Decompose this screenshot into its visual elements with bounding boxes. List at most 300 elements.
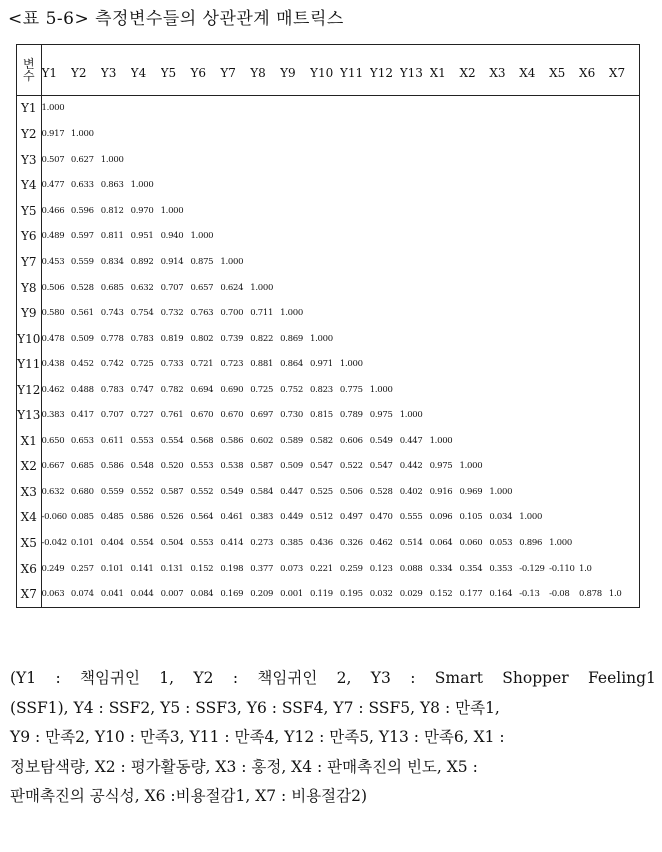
table-cell bbox=[430, 275, 460, 301]
table-row bbox=[17, 95, 639, 121]
table-cell: 0.627 bbox=[70, 154, 94, 165]
table-cell: -0.13 bbox=[519, 589, 540, 600]
table-cell bbox=[220, 121, 250, 147]
table-cell: 0.878 bbox=[579, 589, 602, 600]
table-cell bbox=[161, 173, 191, 199]
table-cell: 0.624 bbox=[220, 282, 244, 293]
table-cell bbox=[579, 402, 609, 428]
table-cell bbox=[459, 377, 489, 403]
table-cell: 0.334 bbox=[429, 563, 453, 574]
table-cell bbox=[609, 173, 639, 199]
table-cell bbox=[609, 530, 639, 556]
table-cell: 0.782 bbox=[160, 384, 184, 395]
table-row bbox=[17, 556, 639, 582]
table-cell bbox=[101, 121, 131, 147]
table-cell: 0.700 bbox=[220, 308, 244, 319]
table-cell bbox=[340, 198, 370, 224]
table-cell: 0.587 bbox=[250, 461, 274, 472]
table-cell: 0.783 bbox=[130, 333, 154, 344]
table-cell bbox=[459, 224, 489, 250]
table-cell bbox=[489, 326, 519, 352]
table-cell: 0.697 bbox=[250, 410, 274, 421]
table-cell bbox=[310, 300, 340, 326]
table-cell: 0.152 bbox=[429, 589, 453, 600]
table-cell: 0.084 bbox=[190, 589, 214, 600]
column-header: Y6 bbox=[190, 45, 220, 95]
table-row bbox=[17, 147, 639, 173]
table-cell: 1.000 bbox=[459, 461, 483, 472]
table-cell: 0.811 bbox=[100, 231, 124, 242]
legend-line-2: (SSF1), Y4 : SSF2, Y5 : SSF3, Y6 : SSF4, Y7 : SSF5, Y8 : 만족1, bbox=[10, 698, 500, 717]
table-cell: 0.273 bbox=[250, 537, 274, 548]
table-cell: 0.553 bbox=[130, 435, 154, 446]
table-cell bbox=[549, 326, 579, 352]
table-cell bbox=[609, 454, 639, 480]
table-cell: 1.000 bbox=[369, 384, 393, 395]
table-cell bbox=[579, 428, 609, 454]
table-cell bbox=[489, 173, 519, 199]
table-cell bbox=[549, 95, 579, 121]
table-cell bbox=[519, 377, 549, 403]
table-cell bbox=[489, 198, 519, 224]
table-cell: 0.257 bbox=[70, 563, 94, 574]
table-cell bbox=[609, 224, 639, 250]
table-cell: 0.653 bbox=[70, 435, 94, 446]
table-cell bbox=[579, 275, 609, 301]
legend-line-4: 정보탐색량, X2 : 평가활동량, X3 : 홍정, X4 : 판매촉진의 빈도, X5 : bbox=[10, 757, 478, 776]
table-cell bbox=[609, 428, 639, 454]
row-header: X2 bbox=[17, 454, 41, 480]
table-cell bbox=[579, 173, 609, 199]
table-cell: 0.449 bbox=[280, 512, 303, 523]
table-cell: 0.402 bbox=[399, 486, 423, 497]
table-cell bbox=[340, 326, 370, 352]
table-cell bbox=[459, 402, 489, 428]
table-row bbox=[17, 377, 639, 403]
table-cell: 0.733 bbox=[160, 359, 184, 370]
table-cell: 0.438 bbox=[41, 359, 65, 370]
table-cell: 0.514 bbox=[399, 537, 423, 548]
table-cell bbox=[220, 224, 250, 250]
table-row bbox=[17, 198, 639, 224]
table-cell bbox=[519, 198, 549, 224]
table-cell bbox=[400, 173, 430, 199]
row-header: Y13 bbox=[17, 402, 41, 428]
row-header: Y6 bbox=[17, 224, 41, 250]
table-cell bbox=[340, 300, 370, 326]
table-cell: 0.775 bbox=[339, 384, 363, 395]
table-cell bbox=[190, 95, 220, 121]
table-cell: 0.470 bbox=[369, 512, 393, 523]
column-header: Y10 bbox=[310, 45, 340, 95]
header-row bbox=[17, 45, 639, 95]
table-cell bbox=[609, 121, 639, 147]
table-cell bbox=[370, 147, 400, 173]
table-cell bbox=[310, 275, 340, 301]
table-cell: 0.559 bbox=[100, 486, 124, 497]
table-cell: 0.657 bbox=[190, 282, 214, 293]
table-cell bbox=[370, 275, 400, 301]
table-cell: 0.259 bbox=[339, 563, 363, 574]
table-cell: 0.914 bbox=[160, 256, 184, 267]
table-cell: 0.783 bbox=[100, 384, 124, 395]
table-cell bbox=[579, 249, 609, 275]
table-cell: 0.971 bbox=[310, 359, 333, 370]
row-header: Y8 bbox=[17, 275, 41, 301]
table-cell: 0.547 bbox=[310, 461, 333, 472]
table-cell: 0.568 bbox=[190, 435, 214, 446]
table-cell: 0.249 bbox=[41, 563, 65, 574]
table-cell: 0.747 bbox=[130, 384, 154, 395]
column-header: X5 bbox=[549, 45, 579, 95]
table-cell: 0.123 bbox=[369, 563, 393, 574]
table-cell: 0.589 bbox=[280, 435, 303, 446]
legend-line-1-part: : bbox=[232, 669, 239, 687]
table-cell bbox=[609, 198, 639, 224]
table-cell bbox=[489, 351, 519, 377]
table-cell bbox=[430, 224, 460, 250]
table-cell bbox=[609, 249, 639, 275]
table-cell bbox=[280, 275, 310, 301]
table-cell: 0.073 bbox=[280, 563, 303, 574]
table-cell: 1.000 bbox=[489, 486, 513, 497]
table-cell bbox=[430, 377, 460, 403]
table-cell: 0.822 bbox=[250, 333, 274, 344]
table-cell bbox=[579, 300, 609, 326]
table-cell: 1.000 bbox=[100, 154, 124, 165]
table-row bbox=[17, 454, 639, 480]
table-cell: 0.452 bbox=[70, 359, 94, 370]
legend-line-5: 판매촉진의 공식성, X6 :비용절감1, X7 : 비용절감2) bbox=[10, 787, 367, 805]
table-cell bbox=[340, 95, 370, 121]
table-cell bbox=[579, 351, 609, 377]
table-cell: 0.761 bbox=[160, 410, 184, 421]
table-cell: 0.552 bbox=[130, 486, 154, 497]
table-cell bbox=[519, 224, 549, 250]
column-header: Y9 bbox=[280, 45, 310, 95]
table-cell bbox=[340, 147, 370, 173]
table-cell: 0.477 bbox=[41, 180, 65, 191]
table-cell: 0.195 bbox=[339, 589, 363, 600]
table-cell: 0.864 bbox=[280, 359, 303, 370]
table-cell bbox=[250, 198, 280, 224]
column-header: Y4 bbox=[131, 45, 161, 95]
table-cell bbox=[370, 224, 400, 250]
column-header: X7 bbox=[609, 45, 639, 95]
table-cell bbox=[400, 147, 430, 173]
table-cell bbox=[131, 95, 161, 121]
table-cell: 0.596 bbox=[70, 205, 94, 216]
table-cell bbox=[519, 173, 549, 199]
table-cell: 0.522 bbox=[339, 461, 363, 472]
table-cell bbox=[400, 249, 430, 275]
table-cell bbox=[161, 147, 191, 173]
table-cell: 0.034 bbox=[489, 512, 513, 523]
table-cell bbox=[489, 377, 519, 403]
table-cell bbox=[430, 326, 460, 352]
table-cell: 0.119 bbox=[310, 589, 333, 600]
table-cell bbox=[250, 224, 280, 250]
table-row bbox=[17, 275, 639, 301]
table-cell: 0.152 bbox=[190, 563, 214, 574]
table-cell: 0.940 bbox=[160, 231, 184, 242]
table-cell bbox=[579, 121, 609, 147]
table-cell bbox=[549, 275, 579, 301]
table-cell bbox=[340, 275, 370, 301]
table-cell: 0.088 bbox=[399, 563, 423, 574]
correlation-matrix bbox=[17, 45, 639, 607]
table-cell: 0.875 bbox=[190, 256, 214, 267]
table-cell: 0.404 bbox=[100, 537, 124, 548]
table-cell: 0.580 bbox=[41, 308, 65, 319]
table-cell: -0.110 bbox=[549, 563, 575, 574]
table-cell bbox=[549, 249, 579, 275]
table-cell bbox=[489, 121, 519, 147]
table-cell bbox=[579, 479, 609, 505]
table-cell: 0.723 bbox=[220, 359, 244, 370]
table-cell: 0.802 bbox=[190, 333, 214, 344]
table-cell: 1.000 bbox=[250, 282, 274, 293]
table-cell bbox=[310, 249, 340, 275]
table-cell: 0.707 bbox=[100, 410, 124, 421]
table-cell: 0.650 bbox=[41, 435, 65, 446]
table-row bbox=[17, 351, 639, 377]
table-cell bbox=[280, 249, 310, 275]
table-cell bbox=[430, 173, 460, 199]
table-cell: 0.007 bbox=[160, 589, 184, 600]
table-cell bbox=[549, 377, 579, 403]
legend-line-1-part: (Y1 bbox=[10, 669, 37, 687]
table-cell: 0.611 bbox=[100, 435, 124, 446]
table-cell bbox=[370, 95, 400, 121]
column-header: Y11 bbox=[340, 45, 370, 95]
table-cell bbox=[489, 147, 519, 173]
table-cell: 0.553 bbox=[190, 537, 214, 548]
table-cell bbox=[400, 121, 430, 147]
table-cell bbox=[400, 224, 430, 250]
table-cell bbox=[310, 224, 340, 250]
table-cell bbox=[370, 351, 400, 377]
column-header: Y5 bbox=[161, 45, 191, 95]
table-cell: 0.685 bbox=[70, 461, 94, 472]
legend-line-1-part: Y3 bbox=[370, 669, 391, 687]
table-cell: 0.509 bbox=[70, 333, 94, 344]
table-cell: 0.377 bbox=[250, 563, 274, 574]
table-cell: 0.353 bbox=[489, 563, 513, 574]
table-cell bbox=[459, 249, 489, 275]
table-cell bbox=[250, 173, 280, 199]
table-cell: 0.606 bbox=[339, 435, 363, 446]
row-header: X5 bbox=[17, 530, 41, 556]
table-cell bbox=[430, 121, 460, 147]
table-cell bbox=[430, 351, 460, 377]
table-cell: 0.778 bbox=[100, 333, 124, 344]
row-header: Y3 bbox=[17, 147, 41, 173]
table-cell bbox=[370, 121, 400, 147]
table-cell: 0.632 bbox=[41, 486, 65, 497]
table-cell: 0.462 bbox=[369, 537, 393, 548]
table-cell bbox=[489, 454, 519, 480]
table-cell bbox=[459, 95, 489, 121]
table-cell: 0.561 bbox=[70, 308, 94, 319]
row-header: X7 bbox=[17, 581, 41, 607]
row-header: X6 bbox=[17, 556, 41, 582]
row-header: Y2 bbox=[17, 121, 41, 147]
table-cell bbox=[579, 198, 609, 224]
column-header: Y1 bbox=[41, 45, 71, 95]
table-cell bbox=[549, 428, 579, 454]
table-cell: -0.08 bbox=[549, 589, 570, 600]
table-cell bbox=[310, 198, 340, 224]
table-cell: 0.917 bbox=[41, 129, 65, 140]
table-cell bbox=[549, 402, 579, 428]
table-cell bbox=[459, 300, 489, 326]
table-cell: 0.721 bbox=[190, 359, 214, 370]
table-cell bbox=[519, 121, 549, 147]
table-cell bbox=[340, 224, 370, 250]
table-cell bbox=[519, 454, 549, 480]
table-cell bbox=[400, 351, 430, 377]
table-cell bbox=[549, 198, 579, 224]
table-cell: 0.326 bbox=[339, 537, 363, 548]
table-cell: 0.823 bbox=[310, 384, 333, 395]
correlation-table bbox=[16, 44, 640, 608]
table-cell bbox=[549, 505, 579, 531]
table-cell: 0.559 bbox=[70, 256, 94, 267]
table-cell bbox=[250, 95, 280, 121]
table-cell: 1.000 bbox=[310, 333, 333, 344]
table-cell: -0.129 bbox=[519, 563, 545, 574]
table-cell bbox=[579, 454, 609, 480]
table-cell: 0.447 bbox=[399, 435, 423, 446]
table-cell: 0.105 bbox=[459, 512, 483, 523]
table-cell bbox=[579, 326, 609, 352]
table-cell bbox=[370, 249, 400, 275]
table-cell bbox=[400, 198, 430, 224]
table-cell bbox=[71, 95, 101, 121]
table-cell: 0.506 bbox=[41, 282, 65, 293]
column-header: X3 bbox=[489, 45, 519, 95]
table-cell: 0.414 bbox=[220, 537, 244, 548]
table-cell: 0.584 bbox=[250, 486, 274, 497]
table-cell bbox=[190, 173, 220, 199]
table-cell bbox=[280, 147, 310, 173]
table-cell: 0.586 bbox=[100, 461, 124, 472]
table-cell bbox=[609, 275, 639, 301]
table-cell bbox=[489, 275, 519, 301]
table-cell bbox=[340, 173, 370, 199]
table-cell bbox=[609, 326, 639, 352]
table-cell bbox=[609, 402, 639, 428]
table-cell: 0.549 bbox=[369, 435, 393, 446]
table-cell bbox=[400, 300, 430, 326]
table-cell: 0.462 bbox=[41, 384, 65, 395]
table-row bbox=[17, 121, 639, 147]
table-cell bbox=[579, 147, 609, 173]
legend-line-1-part: 2, bbox=[336, 669, 352, 687]
table-cell bbox=[549, 454, 579, 480]
table-cell bbox=[519, 249, 549, 275]
table-cell bbox=[190, 198, 220, 224]
table-cell bbox=[489, 95, 519, 121]
table-cell bbox=[549, 479, 579, 505]
table-cell bbox=[519, 402, 549, 428]
table-cell: 1.000 bbox=[399, 410, 423, 421]
column-header: Y8 bbox=[250, 45, 280, 95]
legend-line-1 bbox=[10, 664, 656, 694]
table-cell: 0.633 bbox=[70, 180, 94, 191]
table-cell: 0.101 bbox=[100, 563, 124, 574]
table-cell bbox=[489, 402, 519, 428]
variable-legend bbox=[10, 664, 656, 812]
table-cell: 0.383 bbox=[41, 410, 65, 421]
table-cell bbox=[430, 95, 460, 121]
table-cell bbox=[609, 556, 639, 582]
table-cell: 0.725 bbox=[250, 384, 274, 395]
table-cell bbox=[489, 428, 519, 454]
table-cell: 0.528 bbox=[369, 486, 393, 497]
column-header: X2 bbox=[459, 45, 489, 95]
table-cell bbox=[250, 121, 280, 147]
table-cell: 0.727 bbox=[130, 410, 154, 421]
table-cell: 0.564 bbox=[190, 512, 214, 523]
table-cell bbox=[459, 173, 489, 199]
table-cell bbox=[519, 95, 549, 121]
table-cell: 0.053 bbox=[489, 537, 513, 548]
table-cell bbox=[280, 224, 310, 250]
table-cell: 0.063 bbox=[41, 589, 65, 600]
table-cell: 0.504 bbox=[160, 537, 184, 548]
table-cell: 0.001 bbox=[280, 589, 303, 600]
table-cell: 0.221 bbox=[310, 563, 333, 574]
table-cell: 0.488 bbox=[70, 384, 94, 395]
table-cell: -0.060 bbox=[41, 512, 67, 523]
table-cell: 0.754 bbox=[130, 308, 154, 319]
table-cell: 0.602 bbox=[250, 435, 274, 446]
table-cell: 0.041 bbox=[100, 589, 124, 600]
table-cell: 0.586 bbox=[130, 512, 154, 523]
column-header: Y2 bbox=[71, 45, 101, 95]
legend-line-1-part: 책임귀인 bbox=[80, 669, 140, 687]
table-cell: 0.177 bbox=[459, 589, 483, 600]
table-cell: 0.951 bbox=[130, 231, 154, 242]
table-row bbox=[17, 326, 639, 352]
table-cell: 0.732 bbox=[160, 308, 184, 319]
table-cell bbox=[220, 95, 250, 121]
table-cell bbox=[430, 147, 460, 173]
row-header: Y12 bbox=[17, 377, 41, 403]
column-header: Y3 bbox=[101, 45, 131, 95]
table-cell bbox=[220, 147, 250, 173]
row-header: Y11 bbox=[17, 351, 41, 377]
table-cell: 0.466 bbox=[41, 205, 65, 216]
table-cell bbox=[131, 121, 161, 147]
table-cell: 0.383 bbox=[250, 512, 274, 523]
table-cell: 0.725 bbox=[130, 359, 154, 370]
corner-bottom-label: 수 bbox=[22, 68, 35, 83]
table-cell: 0.442 bbox=[399, 461, 423, 472]
table-cell: 0.064 bbox=[429, 537, 453, 548]
table-cell bbox=[280, 121, 310, 147]
table-cell bbox=[549, 351, 579, 377]
table-cell bbox=[220, 173, 250, 199]
table-cell bbox=[489, 300, 519, 326]
table-cell bbox=[579, 377, 609, 403]
table-cell: 1.000 bbox=[519, 512, 543, 523]
table-cell: 0.085 bbox=[70, 512, 94, 523]
table-cell: 0.525 bbox=[310, 486, 333, 497]
table-cell: 1.000 bbox=[429, 435, 453, 446]
